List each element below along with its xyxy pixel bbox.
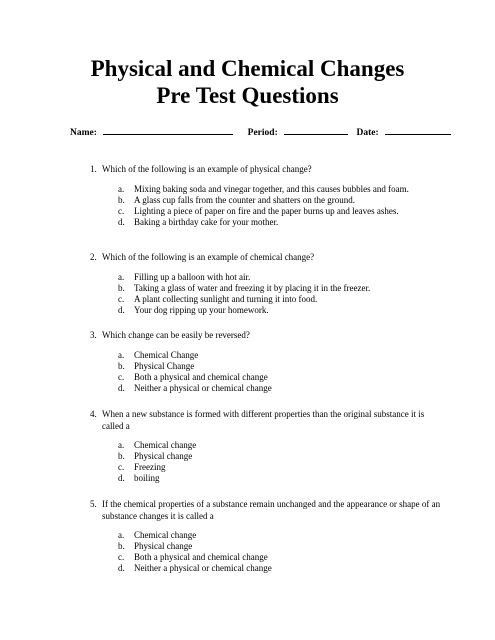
option-letter: a. — [118, 350, 125, 360]
answer-option[interactable] — [118, 563, 446, 574]
answer-option[interactable] — [118, 552, 446, 563]
question-number: 2. — [90, 252, 97, 262]
option-letter: c. — [118, 552, 125, 562]
name-blank[interactable] — [103, 125, 233, 135]
option-text: Lighting a piece of paper on fire and the paper burns up and leaves ashes. — [134, 206, 399, 216]
option-letter: a. — [118, 440, 125, 450]
question-text: If the chemical properties of a substance remain unchanged and the appearance or shape of an substance changes it is called a — [102, 499, 441, 521]
page-subtitle: Pre Test Questions — [156, 83, 339, 108]
option-letter: b. — [118, 361, 125, 371]
option-text: Your dog ripping up your homework. — [134, 305, 269, 315]
page-title: Physical and Chemical Changes — [90, 56, 405, 81]
option-letter: a. — [118, 530, 125, 540]
option-text: Freezing — [134, 462, 166, 472]
option-letter: d. — [118, 383, 125, 393]
option-text: Mixing baking soda and vinegar together, and this causes bubbles and foam. — [134, 184, 409, 194]
question-2-options — [118, 272, 446, 316]
option-letter: b. — [118, 195, 125, 205]
answer-option[interactable] — [118, 440, 446, 451]
question-text: Which change can be easily be reversed? — [102, 330, 250, 340]
date-label: Date: — [356, 128, 379, 138]
option-text: Physical change — [134, 451, 193, 461]
answer-option[interactable] — [118, 283, 446, 294]
option-text: Chemical change — [134, 530, 197, 540]
answer-option[interactable] — [118, 530, 446, 541]
option-text: Neither a physical or chemical change — [134, 383, 272, 393]
option-letter: b. — [118, 451, 125, 461]
option-text: Both a physical and chemical change — [134, 372, 268, 382]
option-text: A plant collecting sunlight and turning it into food. — [134, 294, 318, 304]
period-blank[interactable] — [284, 125, 348, 135]
question-5-options — [118, 530, 446, 574]
question-1-options — [118, 184, 446, 228]
question-number: 4. — [90, 409, 97, 419]
option-letter: d. — [118, 305, 125, 315]
option-letter: c. — [118, 294, 125, 304]
date-blank[interactable] — [385, 125, 451, 135]
option-text: Taking a glass of water and freezing it by placing it in the freezer. — [134, 283, 371, 293]
answer-option[interactable] — [118, 305, 446, 316]
name-label: Name: — [70, 128, 97, 138]
option-text: A glass cup falls from the counter and shatters on the ground. — [134, 195, 355, 205]
answer-option[interactable] — [118, 272, 446, 283]
option-text: Chemical Change — [134, 350, 199, 360]
answer-option[interactable] — [118, 217, 446, 228]
answer-option[interactable] — [118, 462, 446, 473]
option-letter: c. — [118, 206, 125, 216]
question-number: 1. — [90, 164, 97, 174]
answer-option[interactable] — [118, 350, 446, 361]
option-letter: c. — [118, 372, 125, 382]
answer-option[interactable] — [118, 541, 446, 552]
student-info-line — [70, 125, 451, 138]
option-letter: d. — [118, 473, 125, 483]
answer-option[interactable] — [118, 372, 446, 383]
option-text: Neither a physical or chemical change — [134, 563, 272, 573]
option-letter: a. — [118, 184, 125, 194]
option-text: Baking a birthday cake for your mother. — [134, 217, 279, 227]
answer-option[interactable] — [118, 206, 446, 217]
option-letter: d. — [118, 563, 125, 573]
option-text: Physical change — [134, 541, 193, 551]
option-text: Chemical change — [134, 440, 197, 450]
answer-option[interactable] — [118, 451, 446, 462]
answer-option[interactable] — [118, 195, 446, 206]
question-number: 5. — [90, 499, 97, 509]
option-letter: a. — [118, 272, 125, 282]
answer-option[interactable] — [118, 383, 446, 394]
question-text: When a new substance is formed with different properties than the original substance it is called a — [102, 409, 425, 431]
answer-option[interactable] — [118, 184, 446, 195]
answer-option[interactable] — [118, 361, 446, 372]
option-text: boiling — [134, 473, 160, 483]
option-letter: c. — [118, 462, 125, 472]
option-text: Physical Change — [134, 361, 195, 371]
question-4-options — [118, 440, 446, 484]
option-text: Both a physical and chemical change — [134, 552, 268, 562]
question-text: Which of the following is an example of physical change? — [102, 164, 312, 174]
answer-option[interactable] — [118, 294, 446, 305]
period-label: Period: — [247, 128, 278, 138]
question-3-options — [118, 350, 446, 394]
option-letter: d. — [118, 217, 125, 227]
option-letter: b. — [118, 541, 125, 551]
question-number: 3. — [90, 330, 97, 340]
option-letter: b. — [118, 283, 125, 293]
question-text: Which of the following is an example of chemical change? — [102, 252, 315, 262]
answer-option[interactable] — [118, 473, 446, 484]
option-text: Filling up a balloon with hot air. — [134, 272, 251, 282]
